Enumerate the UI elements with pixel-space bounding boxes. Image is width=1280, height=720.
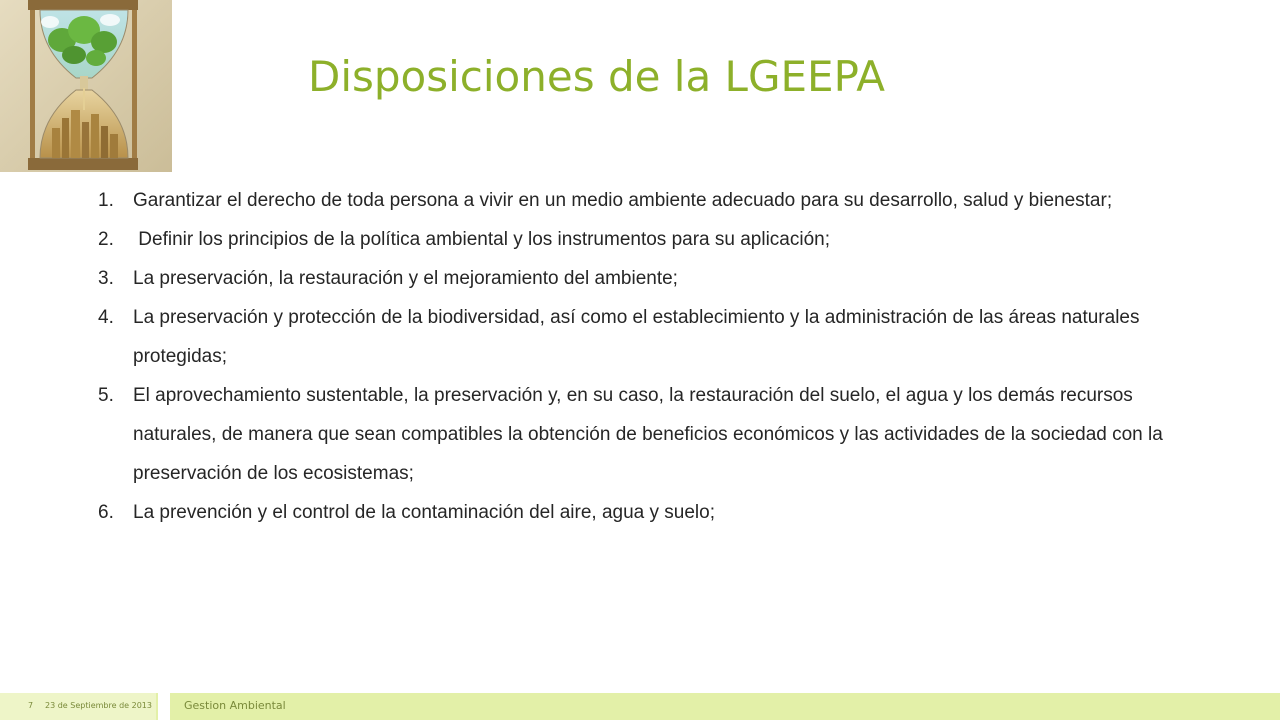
- footer-bar: [0, 693, 1280, 720]
- list-item: [92, 493, 1192, 532]
- footer-divider: [158, 693, 170, 720]
- item-number: 2.: [98, 229, 114, 250]
- list-item: [92, 259, 1192, 298]
- slide-title: Disposiciones de la LGEEPA: [308, 52, 885, 101]
- item-number: 5.: [98, 385, 114, 406]
- item-number: 4.: [98, 307, 114, 328]
- footer-date-block: [0, 693, 156, 720]
- item-text: La preservación y protección de la biodiversidad, así como el establecimiento y la administración de las áreas naturales protegidas;: [133, 307, 1140, 367]
- list-item: [92, 376, 1192, 493]
- item-number: 3.: [98, 268, 114, 289]
- list-item: [92, 181, 1192, 220]
- footer-title: Gestion Ambiental: [184, 699, 286, 712]
- item-text: El aprovechamiento sustentable, la preservación y, en su caso, la restauración del suelo, el agua y los demás recursos naturales, de manera que sean compatibles la obtención de beneficios económicos y las actividades de la sociedad con la preservación de los ecosistemas;: [133, 385, 1163, 484]
- footer-date: 23 de Septiembre de 2013: [45, 701, 152, 710]
- list-item: [92, 220, 1192, 259]
- item-number: 6.: [98, 502, 114, 523]
- item-number: 1.: [98, 190, 114, 211]
- item-text: Garantizar el derecho de toda persona a vivir en un medio ambiente adecuado para su desarrollo, salud y bienestar;: [133, 190, 1113, 211]
- item-text: La prevención y el control de la contaminación del aire, agua y suelo;: [133, 502, 715, 523]
- item-text: Definir los principios de la política ambiental y los instrumentos para su aplicación;: [133, 229, 831, 250]
- list-item: [92, 298, 1192, 376]
- hourglass-illustration-icon: [0, 0, 172, 172]
- item-text: La preservación, la restauración y el mejoramiento del ambiente;: [133, 268, 678, 289]
- page-number: 7: [28, 701, 34, 710]
- provisions-list: [92, 181, 1192, 532]
